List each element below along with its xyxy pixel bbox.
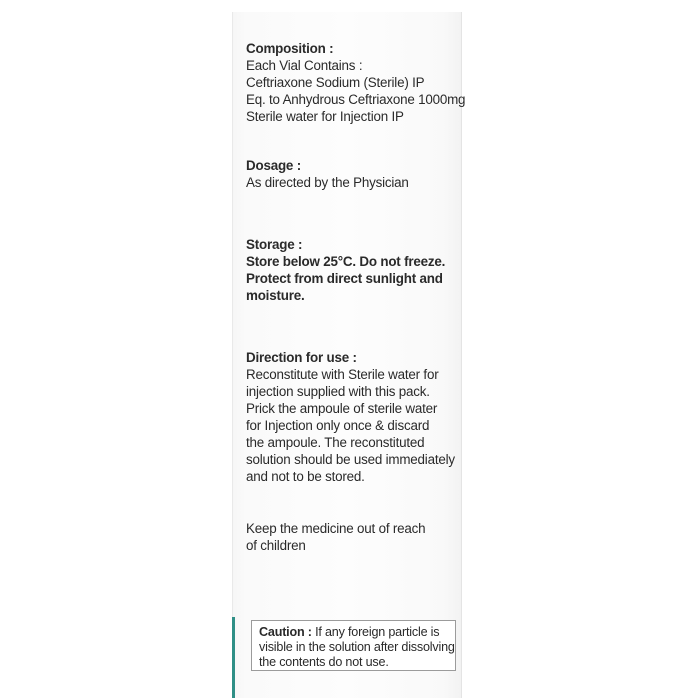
keep-line: of children	[246, 538, 306, 553]
caution-first-line	[259, 625, 455, 640]
direction-line: and not to be stored.	[246, 469, 365, 484]
caution-line: the contents do not use.	[259, 655, 389, 669]
dosage-section	[246, 157, 409, 191]
keep-out-of-reach-section	[246, 520, 425, 554]
direction-line: Reconstitute with Sterile water for	[246, 367, 439, 382]
caution-box	[251, 620, 456, 671]
storage-heading: Storage :	[246, 237, 303, 252]
caution-text	[259, 625, 455, 670]
composition-line: Sterile water for Injection IP	[246, 109, 404, 124]
direction-line: Prick the ampoule of sterile water	[246, 401, 438, 416]
storage-line: Store below 25°C. Do not freeze.	[246, 254, 446, 269]
keep-line: Keep the medicine out of reach	[246, 521, 426, 536]
direction-line: the ampoule. The reconstituted	[246, 435, 425, 450]
direction-line: for Injection only once & discard	[246, 418, 430, 433]
direction-line: solution should be used immediately	[246, 452, 455, 467]
composition-line: Eq. to Anhydrous Ceftriaxone 1000mg	[246, 92, 466, 107]
storage-line: moisture.	[246, 288, 305, 303]
teal-edge-accent	[232, 617, 235, 698]
direction-line: injection supplied with this pack.	[246, 384, 430, 399]
dosage-heading: Dosage :	[246, 158, 301, 173]
composition-section	[246, 40, 465, 125]
direction-heading: Direction for use :	[246, 350, 357, 365]
composition-heading: Composition :	[246, 41, 334, 56]
storage-section	[246, 236, 445, 304]
composition-line: Ceftriaxone Sodium (Sterile) IP	[246, 75, 425, 90]
caution-line: visible in the solution after dissolving	[259, 640, 455, 654]
direction-section	[246, 349, 455, 485]
caution-label: Caution :	[259, 625, 312, 639]
composition-line: Each Vial Contains :	[246, 58, 363, 73]
dosage-line: As directed by the Physician	[246, 175, 409, 190]
caution-first-line-text: If any foreign particle is	[311, 625, 440, 639]
storage-line: Protect from direct sunlight and	[246, 271, 443, 286]
